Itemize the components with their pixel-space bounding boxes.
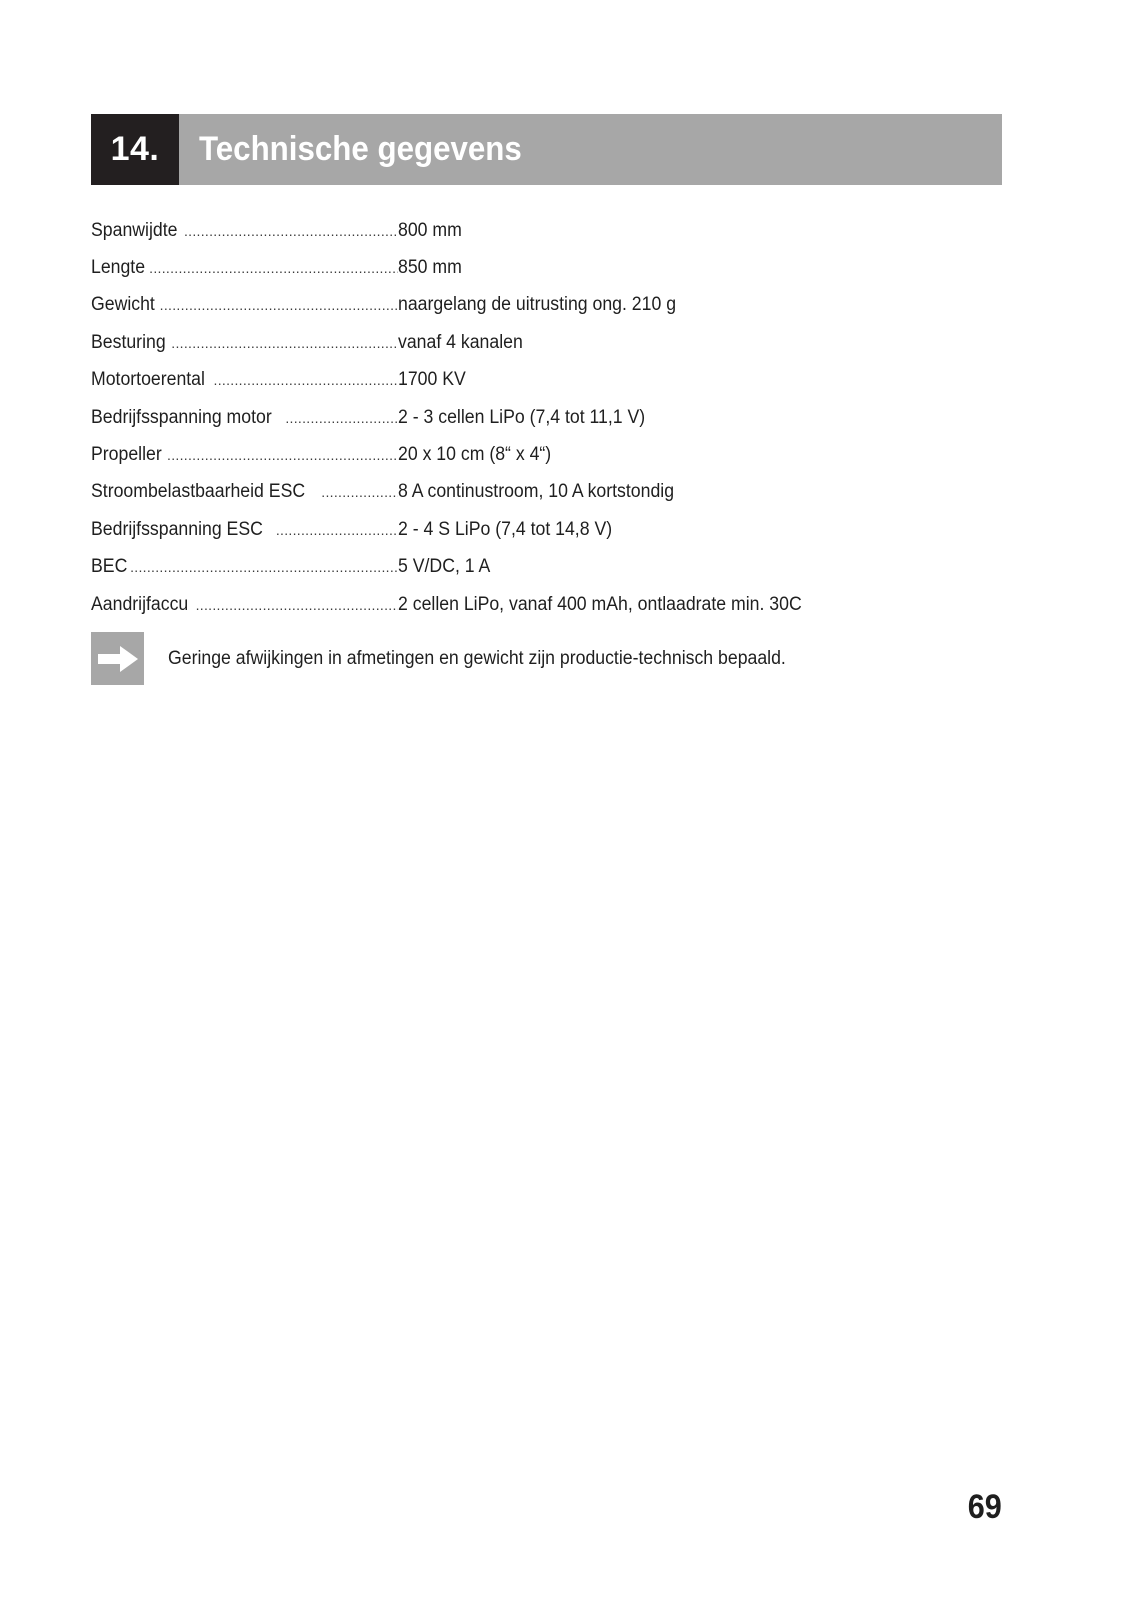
spec-row [91,436,911,473]
spec-row [91,474,911,511]
dot-leader [196,597,398,613]
dot-leader [171,335,398,351]
spec-label: Spanwijdte [91,219,178,241]
dot-leader [167,447,398,463]
section-title: Technische gegevens [199,130,522,168]
dot-leader [321,484,398,500]
note-text: Geringe afwijkingen in afmetingen en gewicht zijn productie-technisch bepaald. [168,647,786,669]
spec-label: Motortoerental [91,369,205,391]
section-header [91,114,1002,185]
spec-value: 2 - 4 S LiPo (7,4 tot 14,8 V) [398,518,613,540]
dot-leader [184,223,398,239]
dot-leader [160,297,398,313]
dot-leader [149,260,398,276]
section-title-bar [179,114,1002,185]
spec-value: 1700 KV [398,369,466,391]
spec-value: 850 mm [398,257,462,279]
page-number: 69 [967,1488,1002,1526]
dot-leader [285,410,398,426]
spec-row [91,511,911,548]
spec-label: Lengte [91,257,146,279]
dot-leader [130,559,398,575]
spec-value: 2 cellen LiPo, vanaf 400 mAh, ontlaadrate min. 30C [398,593,802,615]
spec-row [91,324,911,361]
spec-value: vanaf 4 kanalen [398,331,523,353]
spec-label: BEC [91,556,128,578]
spec-label: Gewicht [91,294,155,316]
spec-label: Bedrijfsspanning motor [91,406,272,428]
spec-value: 20 x 10 cm (8“ x 4“) [398,444,552,466]
spec-value: 2 - 3 cellen LiPo (7,4 tot 11,1 V) [398,406,646,428]
spec-label: Propeller [91,444,162,466]
spec-value: 5 V/DC, 1 A [398,556,491,578]
spec-row [91,586,911,623]
spec-label: Stroombelastbaarheid ESC [91,481,306,503]
spec-row [91,549,911,586]
spec-label: Bedrijfsspanning ESC [91,518,263,540]
spec-row [91,249,911,286]
spec-value: 8 A continustroom, 10 A kortstondig [398,481,675,503]
spec-label: Aandrijfaccu [91,593,189,615]
section-number: 14. [91,114,179,185]
note [91,632,832,685]
spec-row [91,362,911,399]
spec-row [91,287,911,324]
spec-value: naargelang de uitrusting ong. 210 g [398,294,677,316]
dot-leader [276,522,398,538]
spec-value: 800 mm [398,219,462,241]
spec-label: Besturing [91,331,166,353]
spec-list [91,212,911,623]
dot-leader [214,372,398,388]
spec-row [91,399,911,436]
arrow-right-icon [91,632,144,685]
spec-row [91,212,911,249]
